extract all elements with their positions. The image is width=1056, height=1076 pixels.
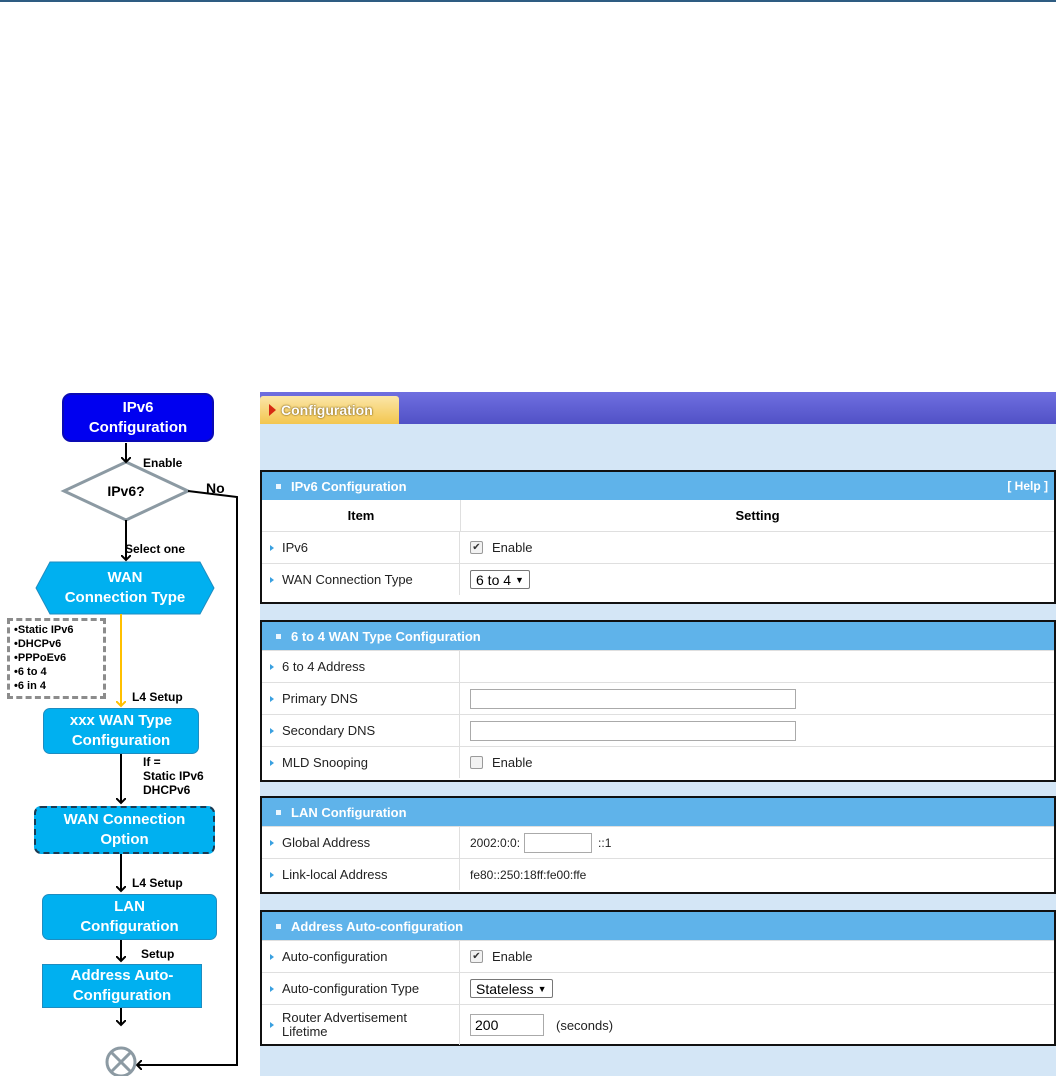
header-rule	[0, 0, 1056, 2]
ipv6-config-box: IPv6 Configuration	[62, 393, 214, 442]
ra-lifetime-input[interactable]	[470, 1014, 544, 1036]
help-link[interactable]: [ Help ]	[1007, 479, 1048, 493]
table-header	[262, 500, 1054, 531]
bullet-icon	[270, 986, 274, 992]
header-item: Item	[262, 500, 461, 531]
bullet-icon	[270, 872, 274, 878]
table-row	[262, 858, 1054, 890]
bullet-icon	[270, 545, 274, 551]
wan-type-value: 6 to 4	[476, 571, 512, 588]
lan-config-box: LAN Configuration	[42, 894, 217, 940]
mld-snooping-label: MLD Snooping	[282, 755, 368, 770]
auto-config-type-select[interactable]	[470, 979, 553, 998]
dropdown-arrow-icon: ▼	[515, 574, 524, 585]
wan-connection-type-select[interactable]	[470, 570, 530, 589]
table-row	[262, 650, 1054, 682]
xxx-wan-config-box: xxx WAN Type Configuration	[43, 708, 199, 754]
mld-enable-text: Enable	[492, 755, 533, 770]
ra-lifetime-label: Router Advertisement Lifetime	[282, 1010, 408, 1039]
configuration-panel	[260, 392, 1056, 1076]
ra-unit: (seconds)	[556, 1017, 614, 1033]
section-header	[262, 912, 1054, 940]
table-row	[262, 746, 1054, 778]
wan-options-list	[7, 618, 106, 699]
wan-type-label: WAN Connection Type	[282, 572, 413, 587]
global-address-label: Global Address	[282, 835, 371, 850]
table-row	[262, 1004, 1054, 1045]
section-square-icon	[276, 484, 281, 489]
auto-config-type-label: Auto-configuration Type	[282, 981, 420, 996]
bullet-icon	[270, 1022, 274, 1028]
secondary-dns-label: Secondary DNS	[282, 723, 376, 738]
enable-label: Enable	[143, 456, 183, 470]
global-prefix: 2002:0:0:	[470, 835, 521, 850]
mld-snooping-checkbox[interactable]	[470, 756, 483, 769]
bullet-icon	[270, 577, 274, 583]
wan-connection-type-text: WAN Connection Type	[64, 569, 186, 606]
wan-option: •PPPoEv6	[14, 652, 67, 664]
auto-type-value: Stateless	[476, 980, 534, 997]
auto-config-label: Auto-configuration	[282, 949, 388, 964]
bullet-icon	[270, 840, 274, 846]
bullet-icon	[270, 664, 274, 670]
section-header	[262, 622, 1054, 650]
bullet-icon	[270, 728, 274, 734]
global-address-input[interactable]	[524, 833, 592, 853]
table-row	[262, 563, 1054, 595]
section-title: IPv6 Configuration	[291, 478, 407, 494]
wan-option: •6 in 4	[14, 680, 46, 692]
wan-connection-option-box: WAN Connection Option	[34, 806, 215, 854]
ipv6-enable-text: Enable	[492, 540, 533, 555]
table-row	[262, 714, 1054, 746]
table-row	[262, 826, 1054, 858]
primary-dns-label: Primary DNS	[282, 691, 358, 706]
auto-enable-text: Enable	[492, 949, 533, 964]
address-auto-config-box: Address Auto- Configuration	[42, 964, 202, 1008]
section-square-icon	[276, 634, 281, 639]
secondary-dns-input[interactable]	[470, 721, 796, 741]
tab-configuration[interactable]	[260, 396, 399, 424]
link-local-label: Link-local Address	[282, 867, 388, 882]
address-auto-configuration-section	[260, 910, 1056, 1046]
section-header	[262, 798, 1054, 826]
wan-option: •6 to 4	[14, 666, 47, 678]
primary-dns-input[interactable]	[470, 689, 796, 709]
no-label: No	[206, 480, 225, 496]
if-condition-label: If = Static IPv6 DHCPv6	[143, 755, 204, 797]
select-one-label: Select one	[125, 542, 186, 556]
table-row	[262, 682, 1054, 714]
section-title: 6 to 4 WAN Type Configuration	[291, 628, 481, 644]
l4-setup-label: L4 Setup	[132, 690, 183, 704]
bullet-icon	[270, 954, 274, 960]
global-suffix: ::1	[598, 835, 612, 850]
wan-option: •DHCPv6	[14, 638, 62, 650]
auto-config-checkbox[interactable]: ✔	[470, 950, 483, 963]
ipv6-enable-checkbox[interactable]: ✔	[470, 541, 483, 554]
bullet-icon	[270, 696, 274, 702]
table-row	[262, 972, 1054, 1004]
decision-text: IPv6?	[107, 483, 145, 499]
l4-setup-label: L4 Setup	[132, 876, 183, 890]
section-title: LAN Configuration	[291, 804, 407, 820]
header-setting: Setting	[735, 508, 780, 523]
section-square-icon	[276, 924, 281, 929]
wan-option: •Static IPv6	[14, 624, 74, 636]
ipv6-flowchart	[0, 380, 255, 1076]
wan-6to4-section	[260, 620, 1056, 782]
table-row	[262, 531, 1054, 563]
bullet-icon	[270, 760, 274, 766]
section-header	[262, 472, 1054, 500]
tab-arrow-icon	[269, 404, 276, 416]
lan-configuration-section	[260, 796, 1056, 894]
section-title: Address Auto-configuration	[291, 918, 464, 934]
ipv6-configuration-section	[260, 470, 1056, 604]
setup-label: Setup	[141, 947, 175, 961]
6to4-address-label: 6 to 4 Address	[282, 659, 366, 674]
section-square-icon	[276, 810, 281, 815]
tab-label: Configuration	[281, 402, 373, 418]
table-row	[262, 940, 1054, 972]
ipv6-label: IPv6	[282, 540, 309, 555]
dropdown-arrow-icon: ▼	[537, 983, 547, 994]
link-local-value: fe80::250:18ff:fe00:ffe	[470, 867, 587, 882]
